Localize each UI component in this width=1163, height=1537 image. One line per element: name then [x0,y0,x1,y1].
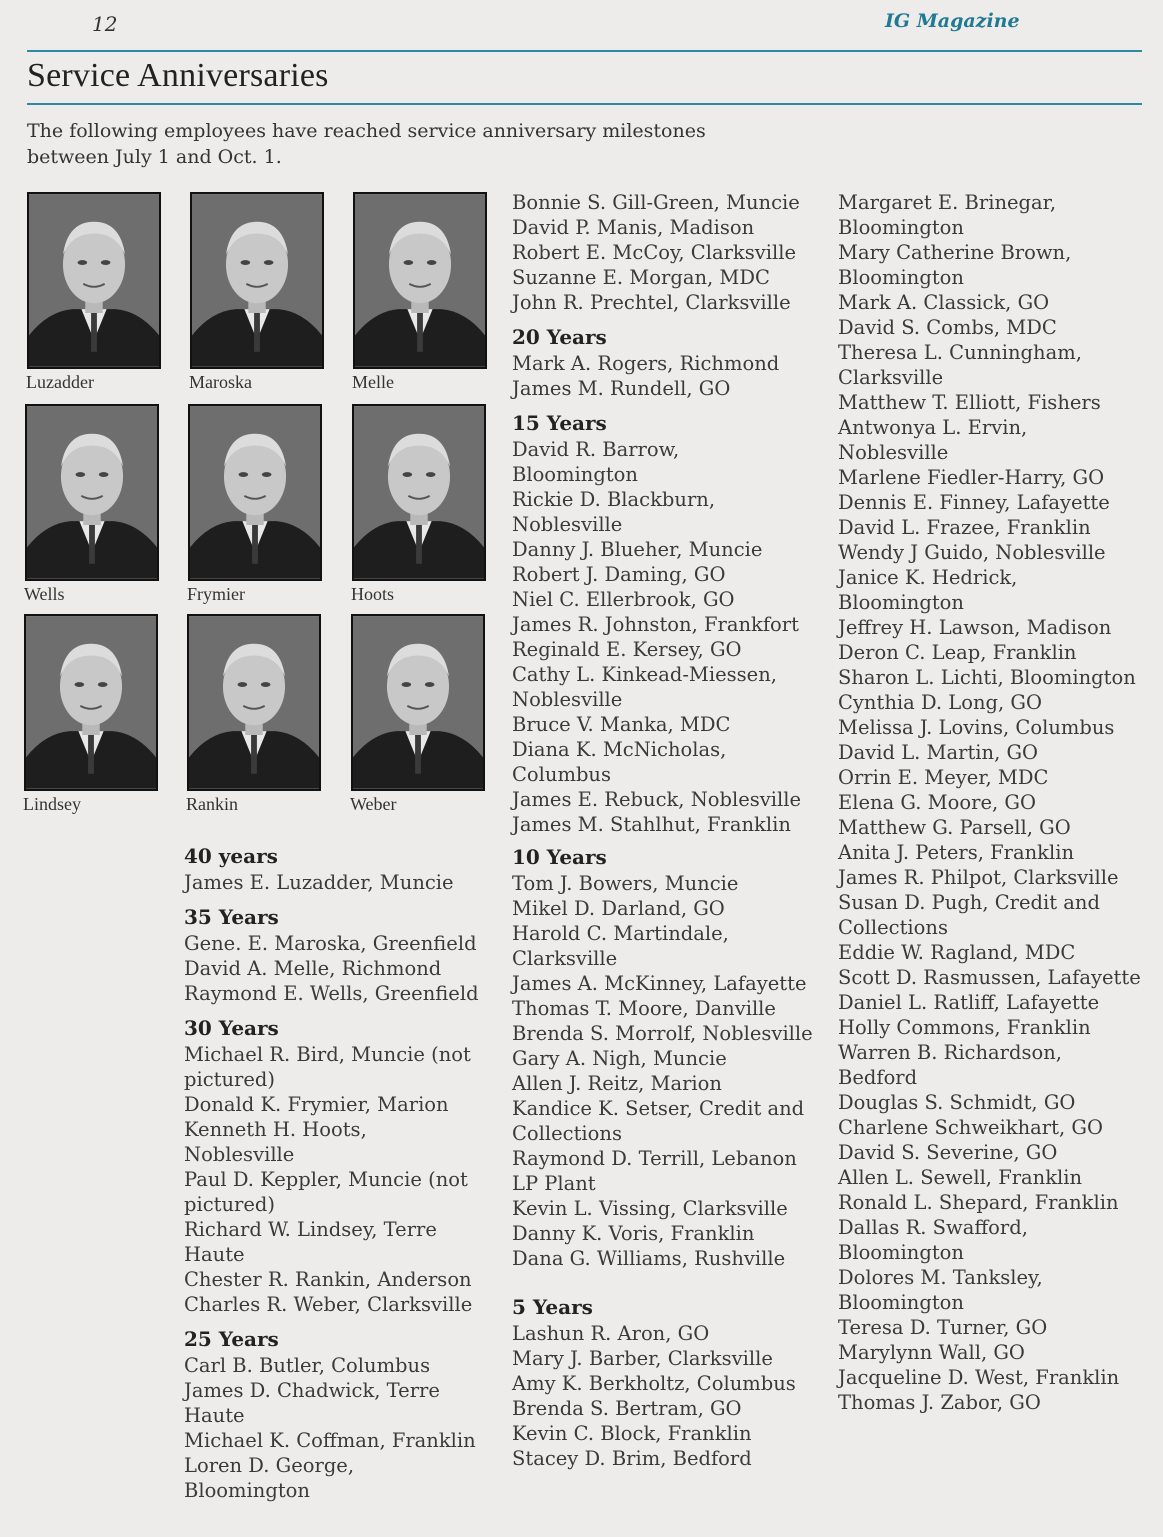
portrait-photo-lindsey [24,614,158,791]
employee-entry: Donald K. Frymier, Marion [184,1093,449,1116]
employee-entry: Thomas J. Zabor, GO [838,1391,1041,1414]
employee-entry: Suzanne E. Morgan, MDC [512,266,770,289]
employee-entry: Kevin C. Block, Franklin [512,1422,752,1445]
employee-entry: pictured) [184,1068,275,1091]
employee-entry: Bloomington [838,591,964,614]
employee-entry: Mark A. Classick, GO [838,291,1050,314]
employee-entry: Niel C. Ellerbrook, GO [512,588,735,611]
top-rule [27,50,1142,52]
employee-entry: Matthew G. Parsell, GO [838,816,1071,839]
employee-entry: Reginald E. Kersey, GO [512,638,742,661]
section-heading: 30 Years [184,1016,279,1040]
page-title: Service Anniversaries [27,57,329,94]
photo-caption: Frymier [187,584,245,604]
employee-entry: Raymond D. Terrill, Lebanon [512,1147,797,1170]
employee-entry: Collections [512,1122,622,1145]
employee-entry: Mary Catherine Brown, [838,241,1072,264]
employee-entry: James E. Luzadder, Muncie [184,871,454,894]
employee-entry: Bloomington [512,463,638,486]
portrait-photo-frymier [188,404,322,581]
employee-entry: Noblesville [838,441,949,464]
employee-entry: pictured) [184,1193,275,1216]
employee-entry: Cathy L. Kinkead-Miessen, [512,663,777,686]
employee-entry: Danny J. Blueher, Muncie [512,538,763,561]
employee-entry: Chester R. Rankin, Anderson [184,1268,472,1291]
employee-entry: James D. Chadwick, Terre [184,1379,440,1402]
employee-entry: Noblesville [512,688,623,711]
section-heading: 25 Years [184,1327,279,1351]
photo-caption: Hoots [351,584,395,604]
employee-entry: David P. Manis, Madison [512,216,755,239]
section-heading: 40 years [184,844,278,868]
employee-entry: Jacqueline D. West, Franklin [838,1366,1120,1389]
photo-caption: Luzadder [26,372,94,392]
employee-entry: Gene. E. Maroska, Greenfield [184,932,477,955]
employee-entry: Carl B. Butler, Columbus [184,1354,431,1377]
employee-entry: Rickie D. Blackburn, [512,488,716,511]
employee-entry: David S. Severine, GO [838,1141,1058,1164]
employee-entry: James M. Rundell, GO [512,377,731,400]
employee-entry: Mark A. Rogers, Richmond [512,352,780,375]
employee-entry: Michael R. Bird, Muncie (not [184,1043,471,1066]
employee-entry: Haute [184,1243,245,1266]
intro-text: The following employees have reached service anniversary milestones between July 1 and Oct. 1. [27,120,706,168]
employee-entry: Marlene Fiedler-Harry, GO [838,466,1105,489]
employee-entry: Tom J. Bowers, Muncie [512,872,739,895]
employee-entry: Stacey D. Brim, Bedford [512,1447,752,1470]
employee-entry: Janice K. Hedrick, [838,566,1018,589]
employee-entry: Dana G. Williams, Rushville [512,1247,786,1270]
employee-entry: Dallas R. Swafford, [838,1216,1028,1239]
employee-entry: Clarksville [512,947,618,970]
portrait-photo-maroska [190,192,324,369]
employee-entry: Loren D. George, [184,1454,355,1477]
employee-entry: David A. Melle, Richmond [184,957,442,980]
employee-entry: Douglas S. Schmidt, GO [838,1091,1076,1114]
employee-entry: Paul D. Keppler, Muncie (not [184,1168,468,1191]
employee-entry: James R. Johnston, Frankfort [512,613,799,636]
employee-entry: Teresa D. Turner, GO [838,1316,1048,1339]
employee-entry: Dennis E. Finney, Lafayette [838,491,1110,514]
employee-entry: Holly Commons, Franklin [838,1016,1091,1039]
employee-entry: Columbus [512,763,611,786]
employee-entry: Clarksville [838,366,944,389]
employee-entry: Robert J. Daming, GO [512,563,726,586]
employee-entry: Eddie W. Ragland, MDC [838,941,1076,964]
employee-entry: Amy K. Berkholtz, Columbus [512,1372,796,1395]
employee-entry: Richard W. Lindsey, Terre [184,1218,437,1241]
employee-entry: Bloomington [838,1241,964,1264]
page-number: 12 [92,12,118,36]
employee-entry: Brenda S. Bertram, GO [512,1397,742,1420]
photo-caption: Wells [24,584,65,604]
section-heading: 5 Years [512,1295,593,1319]
employee-entry: Theresa L. Cunningham, [838,341,1082,364]
employee-entry: John R. Prechtel, Clarksville [512,291,791,314]
employee-entry: James A. McKinney, Lafayette [512,972,807,995]
employee-entry: David L. Frazee, Franklin [838,516,1091,539]
employee-entry: Jeffrey H. Lawson, Madison [838,616,1112,639]
employee-entry: Noblesville [184,1143,295,1166]
employee-entry: Bloomington [838,216,964,239]
photo-caption: Lindsey [23,794,81,814]
employee-entry: Michael K. Coffman, Franklin [184,1429,476,1452]
employee-entry: Allen J. Reitz, Marion [512,1072,722,1095]
employee-entry: Scott D. Rasmussen, Lafayette [838,966,1141,989]
employee-entry: Haute [184,1404,245,1427]
column-2 [512,190,813,1471]
employee-entry: James R. Philpot, Clarksville [838,866,1119,889]
employee-entry: Kandice K. Setser, Credit and [512,1097,805,1120]
portrait-photo-hoots [352,404,486,581]
employee-entry: Mikel D. Darland, GO [512,897,725,920]
employee-entry: Charlene Schweikhart, GO [838,1116,1103,1139]
section-heading: 35 Years [184,905,279,929]
employee-entry: Susan D. Pugh, Credit and [838,891,1100,914]
employee-entry: Kenneth H. Hoots, [184,1118,367,1141]
employee-entry: James M. Stahlhut, Franklin [512,813,791,836]
employee-entry: Bloomington [184,1479,310,1502]
employee-entry: Melissa J. Lovins, Columbus [838,716,1115,739]
employee-entry: Charles R. Weber, Clarksville [184,1293,473,1316]
column-1 [184,842,479,1503]
employee-entry: Harold C. Martindale, [512,922,729,945]
employee-entry: Dolores M. Tanksley, [838,1266,1043,1289]
section-heading: 10 Years [512,845,607,869]
employee-entry: Bloomington [838,266,964,289]
employee-entry: Raymond E. Wells, Greenfield [184,982,479,1005]
photo-caption: Maroska [189,372,252,392]
employee-entry: Daniel L. Ratliff, Lafayette [838,991,1100,1014]
employee-entry: David L. Martin, GO [838,741,1039,764]
employee-entry: Matthew T. Elliott, Fishers [838,391,1101,414]
employee-entry: Bruce V. Manka, MDC [512,713,731,736]
employee-entry: Wendy J Guido, Noblesville [838,541,1106,564]
employee-entry: Anita J. Peters, Franklin [838,841,1075,864]
employee-entry: Bonnie S. Gill-Green, Muncie [512,191,800,214]
employee-entry: David S. Combs, MDC [838,316,1057,339]
employee-entry: Diana K. McNicholas, [512,738,727,761]
employee-entry: Warren B. Richardson, [838,1041,1062,1064]
employee-entry: Bedford [838,1066,918,1089]
portrait-photo-melle [353,192,487,369]
employee-entry: Orrin E. Meyer, MDC [838,766,1049,789]
photo-caption: Weber [350,794,397,814]
employee-entry: Deron C. Leap, Franklin [838,641,1077,664]
employee-entry: Robert E. McCoy, Clarksville [512,241,796,264]
employee-entry: Marylynn Wall, GO [838,1341,1025,1364]
employee-entry: Elena G. Moore, GO [838,791,1036,814]
employee-entry: Lashun R. Aron, GO [512,1322,710,1345]
employee-entry: James E. Rebuck, Noblesville [512,788,802,811]
section-heading: 20 Years [512,325,607,349]
magazine-name: IG Magazine [885,10,1020,32]
employee-entry: Ronald L. Shepard, Franklin [838,1191,1119,1214]
portrait-photo-weber [351,614,485,791]
employee-entry: Bloomington [838,1291,964,1314]
employee-entry: LP Plant [512,1172,596,1195]
employee-entry: Danny K. Voris, Franklin [512,1222,755,1245]
section-heading: 15 Years [512,411,607,435]
employee-entry: Brenda S. Morrolf, Noblesville [512,1022,813,1045]
employee-entry: Collections [838,916,948,939]
column-3 [838,190,1141,1415]
employee-entry: Margaret E. Brinegar, [838,191,1057,214]
employee-entry: Thomas T. Moore, Danville [512,997,776,1020]
employee-entry: Allen L. Sewell, Franklin [838,1166,1083,1189]
portrait-photo-wells [25,404,159,581]
employee-entry: Sharon L. Lichti, Bloomington [838,666,1136,689]
portrait-photo-luzadder [27,192,161,369]
employee-entry: Gary A. Nigh, Muncie [512,1047,727,1070]
employee-entry: David R. Barrow, [512,438,680,461]
employee-entry: Kevin L. Vissing, Clarksville [512,1197,788,1220]
photo-caption: Rankin [186,794,238,814]
title-rule [27,103,1142,105]
portrait-photo-rankin [187,614,321,791]
employee-entry: Cynthia D. Long, GO [838,691,1042,714]
photo-caption: Melle [352,372,394,392]
employee-entry: Antwonya L. Ervin, [838,416,1028,439]
employee-entry: Noblesville [512,513,623,536]
employee-entry: Mary J. Barber, Clarksville [512,1347,773,1370]
